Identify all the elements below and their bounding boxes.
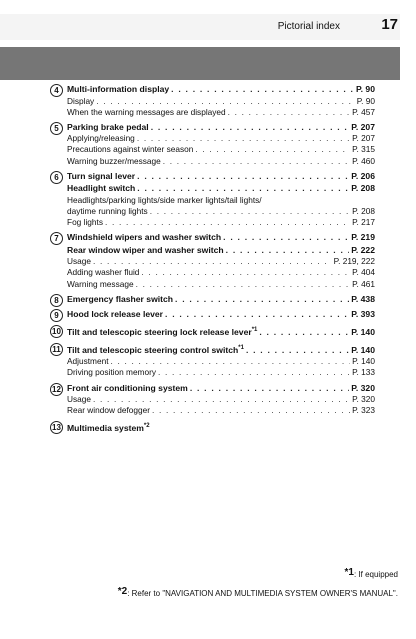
page-reference: P. 90 bbox=[356, 95, 375, 106]
leader-dots bbox=[150, 206, 350, 217]
leader-dots bbox=[175, 293, 349, 306]
page-reference: P. 460 bbox=[352, 155, 375, 166]
leader-dots bbox=[151, 121, 350, 134]
entry-text bbox=[67, 324, 257, 339]
index-heading bbox=[67, 308, 375, 321]
index-subitem bbox=[67, 133, 375, 144]
page-reference: P. 315 bbox=[352, 144, 375, 155]
item-number-badge: 5 bbox=[50, 122, 63, 135]
footnote-2 bbox=[118, 586, 398, 598]
page-reference: P. 90 bbox=[356, 84, 375, 94]
index-entry bbox=[50, 121, 375, 167]
index-entry bbox=[50, 382, 375, 417]
entry-label: Headlights/parking lights/side marker lights/tail lights/ bbox=[67, 194, 262, 205]
index-heading bbox=[67, 420, 375, 435]
item-number-badge: 6 bbox=[50, 171, 63, 184]
entry-label: Rear window wiper and washer switch bbox=[67, 244, 224, 255]
footnote-text: : If equipped bbox=[353, 570, 398, 579]
entry-text bbox=[67, 206, 148, 217]
entry-text bbox=[67, 267, 139, 278]
entry-label: Applying/releasing bbox=[67, 133, 135, 144]
index-entry bbox=[50, 308, 375, 321]
item-number-badge: 8 bbox=[50, 294, 63, 307]
page-reference: P. 222 bbox=[351, 244, 375, 255]
entry-text bbox=[67, 133, 135, 144]
page-reference: P. 320 bbox=[352, 394, 375, 405]
index-subitem bbox=[67, 267, 375, 278]
leader-dots bbox=[246, 344, 349, 357]
item-number-badge: 11 bbox=[50, 343, 63, 356]
page-reference: P. 206 bbox=[351, 170, 375, 181]
index-heading bbox=[67, 342, 375, 357]
index-subitem bbox=[67, 144, 375, 155]
index-subitem bbox=[67, 156, 375, 167]
footnote-ref: *1 bbox=[251, 327, 258, 334]
entry-text bbox=[67, 256, 91, 267]
index-subitem bbox=[67, 217, 375, 228]
index-heading bbox=[67, 231, 375, 244]
entry-label: Windshield wipers and washer switch bbox=[67, 232, 222, 243]
index-heading bbox=[67, 293, 375, 306]
leader-dots bbox=[163, 156, 350, 167]
entry-label: Display bbox=[67, 95, 95, 106]
entry-label: Usage bbox=[67, 256, 91, 267]
entry-text bbox=[67, 308, 163, 321]
entry-label: Precautions against winter season bbox=[67, 144, 194, 155]
entry-label: Tilt and telescopic steering lock release lever bbox=[67, 327, 252, 338]
index-subitem bbox=[67, 96, 375, 107]
index-subitem bbox=[67, 367, 375, 378]
entry-text bbox=[67, 156, 161, 167]
entry-label: Warning buzzer/message bbox=[67, 155, 161, 166]
leader-dots bbox=[111, 356, 351, 367]
leader-dots bbox=[141, 267, 350, 278]
header-band bbox=[0, 47, 400, 80]
index-subitem bbox=[67, 256, 375, 267]
index-entry bbox=[50, 170, 375, 228]
page-reference: P. 320 bbox=[351, 382, 375, 393]
entry-text bbox=[67, 279, 134, 290]
leader-dots bbox=[223, 231, 349, 244]
index-subitem bbox=[67, 405, 375, 416]
page-reference: P. 393 bbox=[351, 309, 375, 320]
header-tab bbox=[0, 14, 400, 40]
entry-text bbox=[67, 96, 94, 107]
entry-text bbox=[67, 107, 226, 118]
leader-dots bbox=[137, 170, 349, 183]
entry-label: Adding washer fluid bbox=[67, 267, 140, 278]
index-heading bbox=[67, 382, 375, 395]
entry-text bbox=[67, 367, 156, 378]
entry-text bbox=[67, 382, 188, 395]
leader-dots bbox=[195, 144, 350, 155]
entry-text bbox=[67, 121, 149, 134]
index-heading bbox=[67, 244, 375, 257]
index-entry bbox=[50, 293, 375, 306]
entry-text bbox=[67, 244, 224, 257]
entry-text bbox=[67, 423, 150, 433]
entry-text bbox=[67, 182, 135, 195]
entry-label: Front air conditioning system bbox=[67, 382, 188, 393]
footnote-mark: *1 bbox=[344, 567, 354, 578]
entry-label: Driving position memory bbox=[67, 367, 156, 378]
leader-dots bbox=[259, 326, 349, 339]
entry-label: Headlight switch bbox=[67, 183, 136, 194]
index-subitem bbox=[67, 206, 375, 217]
section-title: Pictorial index bbox=[277, 21, 340, 32]
entry-label: Emergency flasher switch bbox=[67, 293, 174, 304]
entry-text bbox=[67, 405, 150, 416]
page-reference: P. 140 bbox=[351, 327, 375, 338]
entry-text bbox=[67, 231, 221, 244]
entry-label: Fog lights bbox=[67, 217, 103, 228]
item-number-badge: 4 bbox=[50, 84, 63, 97]
page-reference: P. 140 bbox=[351, 344, 375, 355]
index-subitem bbox=[67, 356, 375, 367]
leader-dots bbox=[228, 107, 350, 118]
entry-label: daytime running lights bbox=[67, 205, 148, 216]
leader-dots bbox=[190, 382, 349, 395]
entry-text bbox=[67, 342, 244, 357]
index-subitem bbox=[67, 195, 375, 206]
footnote-1 bbox=[345, 567, 399, 579]
leader-dots bbox=[136, 279, 351, 290]
index-heading bbox=[67, 121, 375, 134]
entry-text bbox=[67, 293, 173, 306]
page-number: 17 bbox=[381, 16, 398, 33]
leader-dots bbox=[226, 244, 350, 257]
entry-text bbox=[67, 394, 91, 405]
page-reference: P. 208 bbox=[352, 205, 375, 216]
leader-dots bbox=[171, 83, 354, 96]
index-heading bbox=[67, 182, 375, 195]
index-subitem bbox=[67, 394, 375, 405]
page-reference: P. 217 bbox=[352, 217, 375, 228]
entry-label: Multimedia system bbox=[67, 422, 144, 433]
page-reference: P. 457 bbox=[352, 106, 375, 117]
index-heading bbox=[67, 83, 375, 96]
index-entry bbox=[50, 342, 375, 379]
index-list bbox=[50, 83, 375, 437]
entry-label: Hood lock release lever bbox=[67, 309, 164, 320]
item-number-badge: 13 bbox=[50, 421, 63, 434]
index-heading bbox=[67, 170, 375, 183]
entry-label: Turn signal lever bbox=[67, 170, 136, 181]
page-reference: P. 404 bbox=[352, 267, 375, 278]
leader-dots bbox=[93, 256, 332, 267]
entry-text bbox=[67, 217, 103, 228]
entry-label: Adjustment bbox=[67, 356, 109, 367]
entry-label: Usage bbox=[67, 394, 91, 405]
entry-label: Parking brake pedal bbox=[67, 121, 149, 132]
page-reference: P. 140 bbox=[352, 356, 375, 367]
entry-text bbox=[67, 144, 193, 155]
page-reference: P. 461 bbox=[352, 278, 375, 289]
index-heading bbox=[67, 324, 375, 339]
leader-dots bbox=[96, 96, 354, 107]
entry-text bbox=[67, 356, 109, 367]
leader-dots bbox=[158, 367, 350, 378]
footnote-ref: *2 bbox=[143, 422, 150, 429]
footnote-text: : Refer to "NAVIGATION AND MULTIMEDIA SYSTEM OWNER'S MANUAL". bbox=[127, 589, 398, 598]
leader-dots bbox=[137, 133, 350, 144]
leader-dots bbox=[93, 394, 350, 405]
leader-dots bbox=[137, 182, 349, 195]
item-number-badge: 10 bbox=[50, 325, 63, 338]
leader-dots bbox=[165, 308, 349, 321]
page-reference: P. 219, 222 bbox=[333, 256, 375, 267]
page-reference: P. 438 bbox=[351, 293, 375, 304]
page-reference: P. 207 bbox=[352, 133, 375, 144]
page-reference: P. 208 bbox=[351, 183, 375, 194]
entry-text bbox=[67, 170, 135, 183]
entry-label: When the warning messages are displayed bbox=[67, 106, 226, 117]
index-subitem bbox=[67, 107, 375, 118]
footnote-mark: *2 bbox=[117, 586, 128, 597]
entry-text bbox=[67, 195, 262, 205]
page-reference: P. 207 bbox=[351, 121, 375, 132]
index-entry bbox=[50, 324, 375, 339]
index-subitem bbox=[67, 279, 375, 290]
entry-label: Tilt and telescopic steering control switch bbox=[67, 344, 239, 355]
entry-text bbox=[67, 83, 169, 96]
page-reference: P. 133 bbox=[352, 367, 375, 378]
entry-label: Multi-information display bbox=[67, 84, 170, 94]
leader-dots bbox=[152, 405, 350, 416]
index-entry bbox=[50, 231, 375, 289]
item-number-badge: 7 bbox=[50, 232, 63, 245]
page-reference: P. 219 bbox=[351, 232, 375, 243]
index-entry bbox=[50, 83, 375, 118]
entry-label: Rear window defogger bbox=[67, 405, 151, 416]
index-entry bbox=[50, 420, 375, 435]
entry-label: Warning message bbox=[67, 278, 134, 289]
item-number-badge: 9 bbox=[50, 309, 63, 322]
item-number-badge: 12 bbox=[50, 383, 63, 396]
page-reference: P. 323 bbox=[352, 405, 375, 416]
footnote-ref: *1 bbox=[238, 344, 244, 351]
leader-dots bbox=[105, 217, 350, 228]
